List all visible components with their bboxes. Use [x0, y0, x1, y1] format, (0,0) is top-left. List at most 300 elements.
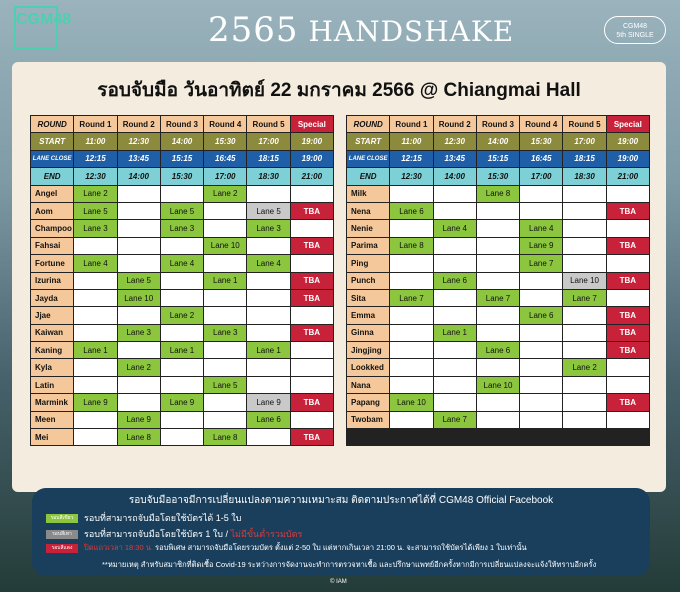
time-cell: 15:15: [160, 150, 203, 167]
member-row: [31, 429, 334, 446]
lane-cell: Lane 9: [520, 237, 563, 254]
column-header: Round 2: [433, 116, 476, 133]
lane-cell: TBA: [290, 324, 333, 341]
lane-cell: Lane 5: [247, 202, 290, 219]
member-name: Nana: [347, 376, 390, 393]
time-cell: 18:15: [247, 150, 290, 167]
lane-cell: Lane 3: [247, 220, 290, 237]
lane-cell: Lane 4: [160, 255, 203, 272]
lane-cell: [520, 394, 563, 411]
time-cell: 12:30: [390, 168, 433, 185]
time-cell: LANE CLOSE: [347, 150, 390, 167]
member-name: Papang: [347, 394, 390, 411]
time-cell: 21:00: [290, 168, 333, 185]
column-header: ROUND: [347, 116, 390, 133]
filler-cell: [476, 429, 519, 446]
lane-cell: [476, 307, 519, 324]
lane-cell: [117, 185, 160, 202]
lane-cell: [433, 237, 476, 254]
lane-cell: Lane 1: [160, 342, 203, 359]
lane-cell: Lane 4: [74, 255, 117, 272]
filler-cell: [347, 429, 390, 446]
lane-cell: [290, 376, 333, 393]
member-name: Sita: [347, 289, 390, 306]
member-row: [31, 237, 334, 254]
lane-cell: [433, 185, 476, 202]
time-cell: 13:45: [433, 150, 476, 167]
time-cell: 16:45: [204, 150, 247, 167]
lane-cell: [247, 307, 290, 324]
left-en-row: [31, 168, 334, 185]
column-header: Special: [290, 116, 333, 133]
member-row: [347, 394, 650, 411]
column-header: Round 3: [476, 116, 519, 133]
time-cell: 21:00: [606, 168, 649, 185]
time-cell: 15:15: [476, 150, 519, 167]
member-row: [347, 289, 650, 306]
column-header: Round 2: [117, 116, 160, 133]
column-header: ROUND: [31, 116, 74, 133]
footer-heading: รอบจับมืออาจมีการเปลี่ยนแปลงตามความเหมาะสม ติดตามประกาศได้ที่ CGM48 Official Facebook: [128, 495, 554, 506]
lane-cell: [117, 394, 160, 411]
lane-cell: [476, 411, 519, 428]
lane-cell: [290, 220, 333, 237]
column-header: Round 3: [160, 116, 203, 133]
time-cell: 15:30: [204, 133, 247, 150]
member-name: Jingjing: [347, 342, 390, 359]
filler-cell: [520, 429, 563, 446]
covid-note: **หมายเหตุ สำหรับสมาชิกที่ติดเชื้อ Covid-19 ระหว่างการจัดงานจะทำการตรวจหาเชื้อ และปรึกษาแพทย์อีกครั้งหากมีการเปลี่ยนแปลงจะแจ้งให้ทราบอีกครั้ง: [102, 560, 597, 569]
lane-cell: Lane 6: [247, 411, 290, 428]
lane-cell: Lane 5: [160, 202, 203, 219]
member-name: Fahsai: [31, 237, 74, 254]
lane-cell: Lane 3: [160, 220, 203, 237]
member-name: Ping: [347, 255, 390, 272]
member-name: Izurina: [31, 272, 74, 289]
member-row: [31, 272, 334, 289]
member-name: Latin: [31, 376, 74, 393]
lane-cell: [160, 324, 203, 341]
member-name: Aom: [31, 202, 74, 219]
lane-cell: Lane 5: [204, 376, 247, 393]
lane-cell: Lane 1: [204, 272, 247, 289]
lane-cell: Lane 2: [204, 185, 247, 202]
lane-cell: [606, 411, 649, 428]
time-cell: 17:00: [204, 168, 247, 185]
lane-cell: [390, 255, 433, 272]
column-header: Round 5: [563, 116, 606, 133]
lane-cell: [563, 394, 606, 411]
time-cell: 19:00: [606, 133, 649, 150]
lane-cell: [520, 342, 563, 359]
lane-cell: [563, 376, 606, 393]
time-cell: 14:00: [476, 133, 519, 150]
lane-cell: Lane 5: [117, 272, 160, 289]
lane-cell: Lane 8: [390, 237, 433, 254]
time-cell: 15:30: [520, 133, 563, 150]
legend-badge-green: รอบสีเขียว: [46, 514, 78, 523]
lane-cell: Lane 10: [563, 272, 606, 289]
lane-cell: Lane 3: [74, 220, 117, 237]
lane-cell: TBA: [606, 272, 649, 289]
lane-cell: [74, 289, 117, 306]
legend-text-red-red: ปิดแถวเวลา 18:30 น.: [84, 543, 153, 552]
member-name: Marmink: [31, 394, 74, 411]
legend-text-gray-red: ไม่มีขั้นต่ำรวมบัตร: [230, 529, 303, 539]
member-row: [31, 394, 334, 411]
lane-cell: [204, 359, 247, 376]
lane-cell: TBA: [290, 202, 333, 219]
member-row: [347, 342, 650, 359]
lane-cell: [476, 237, 519, 254]
time-cell: 11:00: [74, 133, 117, 150]
lane-cell: [74, 429, 117, 446]
filler-cell: [390, 429, 433, 446]
lane-cell: [160, 411, 203, 428]
time-cell: 18:30: [247, 168, 290, 185]
time-cell: 15:30: [160, 168, 203, 185]
lane-cell: Lane 2: [74, 185, 117, 202]
single-badge-number: 5th SINGLE: [616, 32, 654, 39]
lane-cell: TBA: [290, 429, 333, 446]
lane-cell: [520, 289, 563, 306]
lane-cell: [204, 255, 247, 272]
lane-cell: Lane 9: [74, 394, 117, 411]
member-name: Parima: [347, 237, 390, 254]
lane-cell: Lane 2: [160, 307, 203, 324]
lane-cell: [160, 376, 203, 393]
lane-cell: [476, 324, 519, 341]
lane-cell: Lane 5: [74, 202, 117, 219]
schedule-table-left: [30, 115, 334, 446]
info-footer: [32, 488, 650, 576]
left-h-row: [31, 116, 334, 133]
lane-cell: [247, 289, 290, 306]
member-row: [347, 411, 650, 428]
lane-cell: Lane 6: [520, 307, 563, 324]
lane-cell: [117, 342, 160, 359]
time-cell: 12:15: [390, 150, 433, 167]
lane-cell: [290, 185, 333, 202]
time-cell: 12:30: [117, 133, 160, 150]
lane-cell: [204, 411, 247, 428]
member-name: Ginna: [347, 324, 390, 341]
member-row: [31, 289, 334, 306]
lane-cell: Lane 9: [247, 394, 290, 411]
lane-cell: TBA: [290, 289, 333, 306]
member-name: Jjae: [31, 307, 74, 324]
left-st-row: [31, 133, 334, 150]
title-text: HANDSHAKE: [308, 15, 515, 48]
cgm48-logo: CGM48: [14, 6, 58, 50]
lane-cell: [74, 237, 117, 254]
copyright: © IAM: [330, 579, 347, 585]
lane-cell: [204, 307, 247, 324]
time-cell: 18:15: [563, 150, 606, 167]
lane-cell: [117, 202, 160, 219]
lane-cell: Lane 6: [390, 202, 433, 219]
lane-cell: TBA: [606, 237, 649, 254]
lane-cell: [117, 220, 160, 237]
member-name: Champoo: [31, 220, 74, 237]
column-header: Round 5: [247, 116, 290, 133]
lane-cell: [606, 185, 649, 202]
lane-cell: [117, 255, 160, 272]
schedule-table-right: [346, 115, 650, 446]
lane-cell: [117, 237, 160, 254]
legend-badge-red: รอบสีแดง: [46, 544, 78, 553]
lane-cell: [563, 255, 606, 272]
lane-cell: [563, 307, 606, 324]
filler-cell: [433, 429, 476, 446]
member-row: [347, 237, 650, 254]
lane-cell: [74, 376, 117, 393]
event-title: [208, 10, 514, 50]
lane-cell: [117, 376, 160, 393]
lane-cell: Lane 10: [476, 376, 519, 393]
legend-gray: [46, 527, 302, 541]
lane-cell: [74, 324, 117, 341]
filler-cell: [606, 429, 649, 446]
time-cell: 14:00: [117, 168, 160, 185]
member-name: Angel: [31, 185, 74, 202]
lane-cell: [606, 255, 649, 272]
lane-cell: TBA: [606, 394, 649, 411]
left-lc-row: [31, 150, 334, 167]
time-cell: 13:45: [117, 150, 160, 167]
legend-text-green: รอบที่สามารถจับมือโดยใช้บัตรได้ 1-5 ใบ: [84, 513, 242, 523]
lane-cell: [563, 202, 606, 219]
right-lc-row: [347, 150, 650, 167]
member-name: Twobam: [347, 411, 390, 428]
time-cell: 17:00: [563, 133, 606, 150]
time-cell: 15:30: [476, 168, 519, 185]
member-row: [31, 202, 334, 219]
lane-cell: TBA: [290, 237, 333, 254]
member-row: [347, 272, 650, 289]
lane-cell: [160, 185, 203, 202]
title-year: 2565: [208, 10, 299, 50]
member-row: [31, 376, 334, 393]
time-cell: END: [31, 168, 74, 185]
lane-cell: [247, 376, 290, 393]
member-name: Nenie: [347, 220, 390, 237]
time-cell: 18:30: [563, 168, 606, 185]
lane-cell: [290, 359, 333, 376]
lane-cell: [390, 307, 433, 324]
lane-cell: [563, 324, 606, 341]
lane-cell: Lane 1: [247, 342, 290, 359]
time-cell: 14:00: [433, 168, 476, 185]
lane-cell: [74, 411, 117, 428]
lane-cell: [290, 342, 333, 359]
member-name: Emma: [347, 307, 390, 324]
lane-cell: Lane 1: [433, 324, 476, 341]
legend-text-red: รอบพิเศษ สามารถจับมือโดยรวมบัตร ตั้งแต่ 2-50 ใบ แต่หากเกินเวลา 21:00 น. จะสามารถใช้บัตรได้เพียง 1 ใบเท่านั้น: [155, 543, 527, 552]
lane-cell: [204, 394, 247, 411]
lane-cell: [74, 272, 117, 289]
member-row: [31, 359, 334, 376]
member-name: Jayda: [31, 289, 74, 306]
lane-cell: [520, 272, 563, 289]
lane-cell: [247, 324, 290, 341]
lane-cell: Lane 6: [476, 342, 519, 359]
lane-cell: [290, 411, 333, 428]
lane-cell: [160, 289, 203, 306]
member-name: Kaiwan: [31, 324, 74, 341]
lane-cell: Lane 9: [117, 411, 160, 428]
lane-cell: [390, 411, 433, 428]
right-h-row: [347, 116, 650, 133]
lane-cell: [476, 255, 519, 272]
lane-cell: [290, 255, 333, 272]
lane-cell: Lane 8: [117, 429, 160, 446]
lane-cell: [433, 307, 476, 324]
lane-cell: [390, 220, 433, 237]
time-cell: 16:45: [520, 150, 563, 167]
column-header: Special: [606, 116, 649, 133]
lane-cell: [433, 202, 476, 219]
lane-cell: [476, 272, 519, 289]
lane-cell: [563, 237, 606, 254]
lane-cell: [476, 202, 519, 219]
lane-cell: [247, 237, 290, 254]
lane-cell: [247, 272, 290, 289]
lane-cell: Lane 8: [204, 429, 247, 446]
member-name: Mei: [31, 429, 74, 446]
lane-cell: Lane 6: [433, 272, 476, 289]
lane-cell: [563, 220, 606, 237]
lane-cell: Lane 2: [117, 359, 160, 376]
lane-cell: [204, 220, 247, 237]
member-row: [347, 324, 650, 341]
lane-cell: [74, 307, 117, 324]
lane-cell: Lane 3: [117, 324, 160, 341]
time-cell: 17:00: [247, 133, 290, 150]
member-row: [31, 324, 334, 341]
member-name: Kaning: [31, 342, 74, 359]
member-row: [347, 202, 650, 219]
column-header: Round 4: [204, 116, 247, 133]
lane-cell: [390, 185, 433, 202]
member-name: Nena: [347, 202, 390, 219]
lane-cell: [433, 376, 476, 393]
time-cell: LANE CLOSE: [31, 150, 74, 167]
lane-cell: [290, 307, 333, 324]
lane-cell: [160, 272, 203, 289]
lane-cell: [433, 394, 476, 411]
time-cell: 14:00: [160, 133, 203, 150]
lane-cell: TBA: [606, 324, 649, 341]
member-name: Lookked: [347, 359, 390, 376]
lane-cell: Lane 1: [74, 342, 117, 359]
legend-red: [46, 542, 527, 554]
legend-text-gray: รอบที่สามารถจับมือโดยใช้บัตร 1 ใบ /: [84, 529, 231, 539]
member-name: Meen: [31, 411, 74, 428]
column-header: Round 1: [390, 116, 433, 133]
lane-cell: [390, 324, 433, 341]
lane-cell: [520, 185, 563, 202]
lane-cell: [476, 220, 519, 237]
time-cell: 12:15: [74, 150, 117, 167]
member-row: [347, 220, 650, 237]
lane-cell: [520, 324, 563, 341]
lane-cell: [476, 394, 519, 411]
column-header: Round 1: [74, 116, 117, 133]
lane-cell: [433, 359, 476, 376]
member-row: [347, 255, 650, 272]
lane-cell: Lane 4: [247, 255, 290, 272]
lane-cell: [520, 359, 563, 376]
lane-cell: Lane 10: [390, 394, 433, 411]
lane-cell: [390, 272, 433, 289]
filler-cell: [563, 429, 606, 446]
member-row: [347, 359, 650, 376]
member-name: Fortune: [31, 255, 74, 272]
legend-green: [46, 511, 241, 525]
lane-cell: [476, 359, 519, 376]
right-en-row: [347, 168, 650, 185]
single-badge: [604, 16, 666, 44]
lane-cell: [563, 411, 606, 428]
lane-cell: [160, 359, 203, 376]
member-row: [347, 185, 650, 202]
filler-row: [347, 429, 650, 446]
member-row: [31, 255, 334, 272]
lane-cell: [520, 202, 563, 219]
lane-cell: [204, 202, 247, 219]
lane-cell: Lane 7: [476, 289, 519, 306]
lane-cell: Lane 7: [563, 289, 606, 306]
member-name: Punch: [347, 272, 390, 289]
lane-cell: Lane 9: [160, 394, 203, 411]
legend-badge-gray: รอบสีเทา: [46, 530, 78, 539]
lane-cell: TBA: [290, 272, 333, 289]
time-cell: 12:30: [433, 133, 476, 150]
lane-cell: [433, 342, 476, 359]
lane-cell: Lane 7: [433, 411, 476, 428]
lane-cell: Lane 8: [476, 185, 519, 202]
time-cell: START: [347, 133, 390, 150]
member-row: [347, 376, 650, 393]
lane-cell: Lane 7: [520, 255, 563, 272]
member-row: [31, 220, 334, 237]
lane-cell: [204, 289, 247, 306]
lane-cell: [433, 255, 476, 272]
time-cell: START: [31, 133, 74, 150]
lane-cell: [117, 307, 160, 324]
lane-cell: Lane 2: [563, 359, 606, 376]
time-cell: 19:00: [606, 150, 649, 167]
time-cell: END: [347, 168, 390, 185]
time-cell: 19:00: [290, 150, 333, 167]
lane-cell: [160, 429, 203, 446]
lane-cell: [563, 342, 606, 359]
lane-cell: [160, 237, 203, 254]
time-cell: 12:30: [74, 168, 117, 185]
member-row: [31, 411, 334, 428]
member-row: [31, 342, 334, 359]
right-st-row: [347, 133, 650, 150]
lane-cell: [433, 289, 476, 306]
lane-cell: [606, 359, 649, 376]
lane-cell: TBA: [290, 394, 333, 411]
lane-cell: Lane 10: [204, 237, 247, 254]
lane-cell: [74, 359, 117, 376]
member-row: [347, 307, 650, 324]
lane-cell: [247, 359, 290, 376]
lane-cell: [390, 376, 433, 393]
